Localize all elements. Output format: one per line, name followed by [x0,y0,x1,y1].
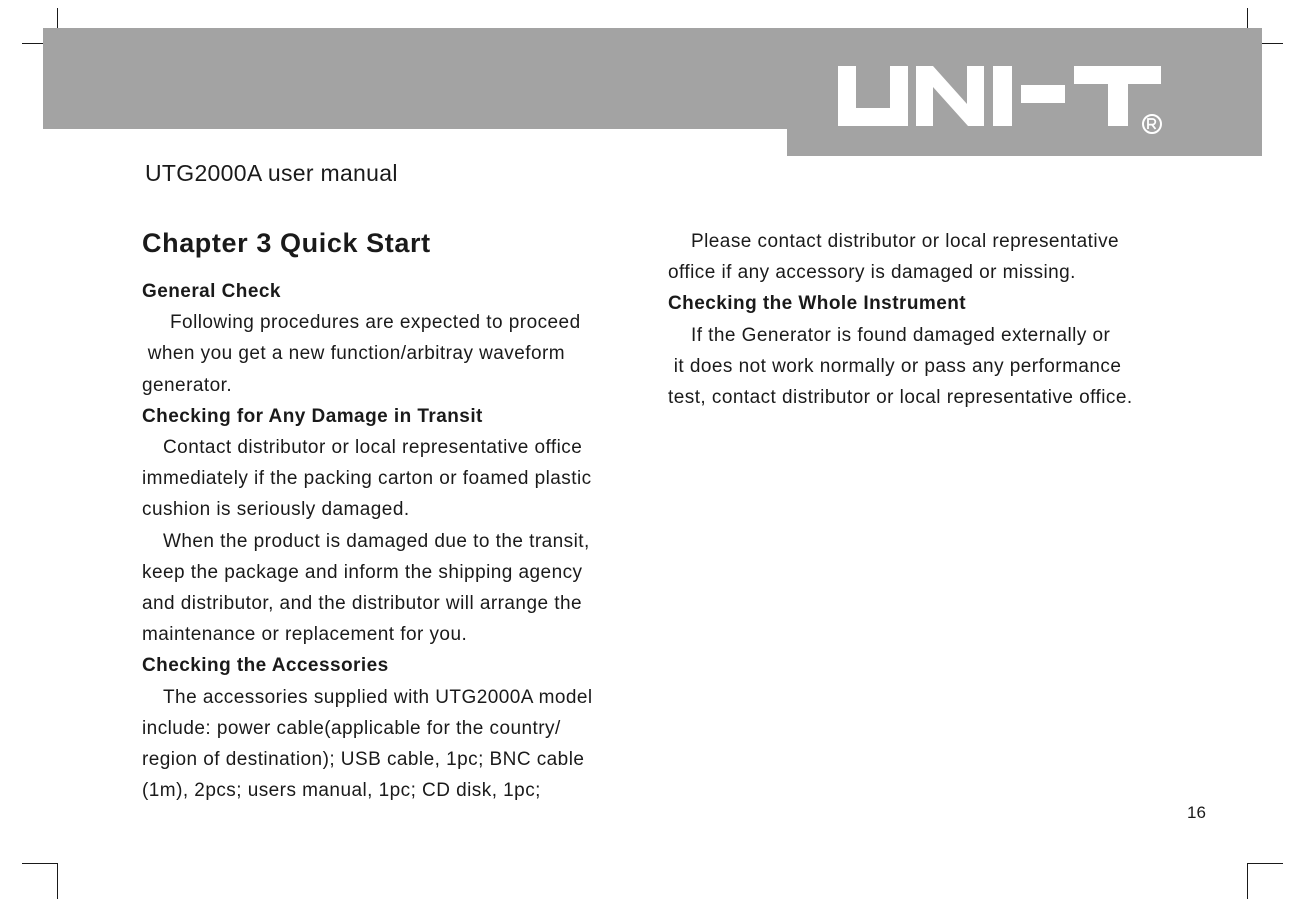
page-number: 16 [1187,803,1206,822]
text-line: keep the package and inform the shipping agency [142,561,583,583]
section-heading-accessories: Checking the Accessories [142,655,389,677]
crop-mark [22,863,58,864]
text-line: immediately if the packing carton or foamed plastic [142,468,592,490]
text-line: office if any accessory is damaged or missing. [668,262,1076,284]
text-line: it does not work normally or pass any performance [668,355,1122,377]
right-column [668,226,1208,413]
section-heading-whole-instrument: Checking the Whole Instrument [668,293,967,315]
crop-mark [1247,863,1248,899]
text-line: (1m), 2pcs; users manual, 1pc; CD disk, 1pc; [142,780,541,802]
text-line: If the Generator is found damaged externally or [691,324,1111,346]
text-line: Contact distributor or local representative office [163,437,583,459]
section-heading-general-check: General Check [142,281,281,302]
section-heading-damage-in-transit: Checking for Any Damage in Transit [142,405,483,427]
text-line: test, contact distributor or local representative office. [668,387,1133,409]
text-line: include: power cable(applicable for the country/ [142,717,561,739]
brand-logo [832,52,1172,142]
left-column [142,276,642,806]
crop-mark [1247,863,1283,864]
text-line: generator. [142,374,233,396]
text-line: Following procedures are expected to proceed [170,312,581,334]
text-line: Please contact distributor or local representative [691,231,1120,252]
text-line: maintenance or replacement for you. [142,624,468,646]
text-line: when you get a new function/arbitray waveform [142,343,566,365]
text-line: When the product is damaged due to the transit, [163,530,590,552]
text-line: The accessories supplied with UTG2000A model [163,686,593,708]
text-line: cushion is seriously damaged. [142,499,410,521]
crop-mark [57,863,58,899]
text-line: region of destination); USB cable, 1pc; BNC cable [142,749,585,771]
text-line: and distributor, and the distributor will arrange the [142,593,582,615]
chapter-title: Chapter 3 Quick Start [142,228,431,258]
manual-title: UTG2000A user manual [145,160,398,186]
